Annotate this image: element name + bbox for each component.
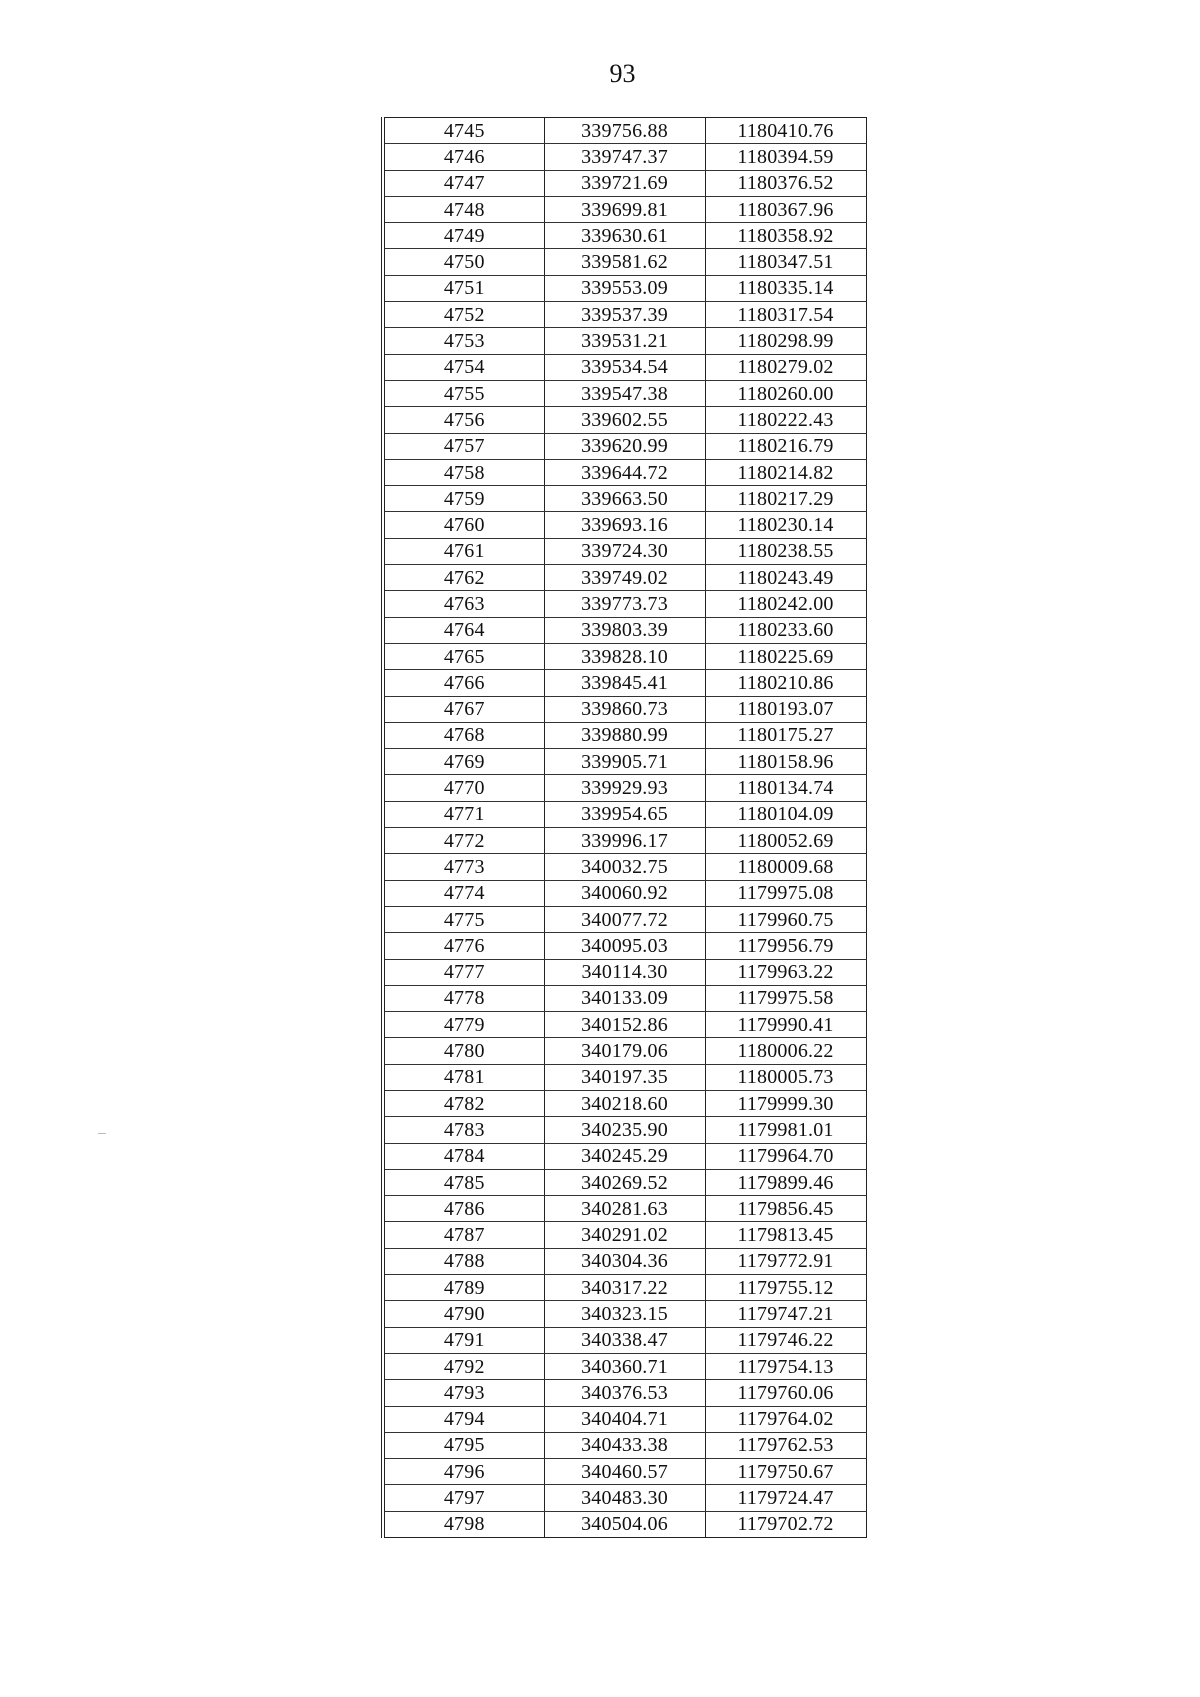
y-coordinate-cell: 1180335.14 [705,275,866,301]
x-coordinate-cell: 339620.99 [544,433,705,459]
table-row [383,223,866,249]
x-coordinate-cell: 340360.71 [544,1353,705,1379]
y-coordinate-cell: 1179754.13 [705,1353,866,1379]
table-row [383,1064,866,1090]
point-number-cell: 4787 [383,1222,544,1248]
y-coordinate-cell: 1179956.79 [705,933,866,959]
point-number-cell: 4759 [383,486,544,512]
x-coordinate-cell: 340376.53 [544,1380,705,1406]
point-number-cell: 4758 [383,459,544,485]
x-coordinate-cell: 340291.02 [544,1222,705,1248]
point-number-cell: 4780 [383,1038,544,1064]
point-number-cell: 4775 [383,906,544,932]
y-coordinate-cell: 1180217.29 [705,486,866,512]
y-coordinate-cell: 1180175.27 [705,722,866,748]
point-number-cell: 4751 [383,275,544,301]
y-coordinate-cell: 1180134.74 [705,775,866,801]
point-number-cell: 4790 [383,1301,544,1327]
y-coordinate-cell: 1179746.22 [705,1327,866,1353]
point-number-cell: 4793 [383,1380,544,1406]
table-row [383,538,866,564]
point-number-cell: 4783 [383,1117,544,1143]
x-coordinate-cell: 339537.39 [544,302,705,328]
y-coordinate-cell: 1180410.76 [705,118,866,144]
y-coordinate-cell: 1179747.21 [705,1301,866,1327]
table-row [383,459,866,485]
y-coordinate-cell: 1180260.00 [705,380,866,406]
x-coordinate-cell: 339929.93 [544,775,705,801]
table-row [383,433,866,459]
point-number-cell: 4784 [383,1143,544,1169]
table-row [383,1380,866,1406]
x-coordinate-cell: 340338.47 [544,1327,705,1353]
coordinate-table-body [383,118,866,1538]
page-number: 93 [609,59,636,88]
y-coordinate-cell: 1180222.43 [705,407,866,433]
x-coordinate-cell: 340460.57 [544,1459,705,1485]
y-coordinate-cell: 1180279.02 [705,354,866,380]
x-coordinate-cell: 340133.09 [544,985,705,1011]
table-row [383,959,866,985]
point-number-cell: 4779 [383,1012,544,1038]
point-number-cell: 4773 [383,854,544,880]
table-row [383,985,866,1011]
table-row [383,670,866,696]
table-row [383,1222,866,1248]
x-coordinate-cell: 340218.60 [544,1090,705,1116]
point-number-cell: 4786 [383,1196,544,1222]
x-coordinate-cell: 339534.54 [544,354,705,380]
table-row [383,144,866,170]
x-coordinate-cell: 339547.38 [544,380,705,406]
x-coordinate-cell: 340152.86 [544,1012,705,1038]
point-number-cell: 4777 [383,959,544,985]
table-row [383,1012,866,1038]
table-row [383,1301,866,1327]
x-coordinate-cell: 339663.50 [544,486,705,512]
point-number-cell: 4772 [383,828,544,854]
y-coordinate-cell: 1179964.70 [705,1143,866,1169]
table-row [383,275,866,301]
table-row [383,486,866,512]
y-coordinate-cell: 1180233.60 [705,617,866,643]
table-row [383,1432,866,1458]
point-number-cell: 4767 [383,696,544,722]
y-coordinate-cell: 1179755.12 [705,1275,866,1301]
x-coordinate-cell: 340114.30 [544,959,705,985]
table-row [383,933,866,959]
table-row [383,1406,866,1432]
y-coordinate-cell: 1180243.49 [705,565,866,591]
x-coordinate-cell: 339553.09 [544,275,705,301]
x-coordinate-cell: 339644.72 [544,459,705,485]
x-coordinate-cell: 340433.38 [544,1432,705,1458]
y-coordinate-cell: 1179975.08 [705,880,866,906]
table-row [383,801,866,827]
y-coordinate-cell: 1180394.59 [705,144,866,170]
point-number-cell: 4765 [383,643,544,669]
x-coordinate-cell: 339828.10 [544,643,705,669]
x-coordinate-cell: 340235.90 [544,1117,705,1143]
table-row [383,354,866,380]
y-coordinate-cell: 1180347.51 [705,249,866,275]
table-row [383,775,866,801]
table-row [383,591,866,617]
y-coordinate-cell: 1180358.92 [705,223,866,249]
point-number-cell: 4762 [383,565,544,591]
x-coordinate-cell: 339724.30 [544,538,705,564]
table-row [383,617,866,643]
x-coordinate-cell: 339699.81 [544,196,705,222]
y-coordinate-cell: 1179813.45 [705,1222,866,1248]
y-coordinate-cell: 1179963.22 [705,959,866,985]
y-coordinate-cell: 1180104.09 [705,801,866,827]
y-coordinate-cell: 1180009.68 [705,854,866,880]
point-number-cell: 4785 [383,1169,544,1195]
x-coordinate-cell: 340245.29 [544,1143,705,1169]
point-number-cell: 4748 [383,196,544,222]
point-number-cell: 4745 [383,118,544,144]
table-row [383,1327,866,1353]
y-coordinate-cell: 1179990.41 [705,1012,866,1038]
x-coordinate-cell: 339880.99 [544,722,705,748]
y-coordinate-cell: 1180230.14 [705,512,866,538]
point-number-cell: 4798 [383,1511,544,1537]
x-coordinate-cell: 339860.73 [544,696,705,722]
y-coordinate-cell: 1180216.79 [705,433,866,459]
table-row [383,643,866,669]
table-row [383,1511,866,1537]
y-coordinate-cell: 1180006.22 [705,1038,866,1064]
x-coordinate-cell: 339747.37 [544,144,705,170]
table-row [383,854,866,880]
y-coordinate-cell: 1180376.52 [705,170,866,196]
point-number-cell: 4749 [383,223,544,249]
y-coordinate-cell: 1180367.96 [705,196,866,222]
x-coordinate-cell: 340077.72 [544,906,705,932]
y-coordinate-cell: 1180210.86 [705,670,866,696]
point-number-cell: 4756 [383,407,544,433]
point-number-cell: 4753 [383,328,544,354]
x-coordinate-cell: 339803.39 [544,617,705,643]
x-coordinate-cell: 340179.06 [544,1038,705,1064]
table-row [383,1485,866,1511]
point-number-cell: 4794 [383,1406,544,1432]
point-number-cell: 4791 [383,1327,544,1353]
x-coordinate-cell: 340032.75 [544,854,705,880]
point-number-cell: 4752 [383,302,544,328]
point-number-cell: 4795 [383,1432,544,1458]
x-coordinate-cell: 339581.62 [544,249,705,275]
y-coordinate-cell: 1179764.02 [705,1406,866,1432]
x-coordinate-cell: 339693.16 [544,512,705,538]
y-coordinate-cell: 1179772.91 [705,1248,866,1274]
point-number-cell: 4763 [383,591,544,617]
point-number-cell: 4771 [383,801,544,827]
coordinate-table [381,117,867,1538]
table-row [383,1169,866,1195]
point-number-cell: 4770 [383,775,544,801]
x-coordinate-cell: 340504.06 [544,1511,705,1537]
y-coordinate-cell: 1180298.99 [705,328,866,354]
table-row [383,328,866,354]
point-number-cell: 4774 [383,880,544,906]
x-coordinate-cell: 339721.69 [544,170,705,196]
x-coordinate-cell: 339531.21 [544,328,705,354]
table-row [383,722,866,748]
x-coordinate-cell: 339749.02 [544,565,705,591]
x-coordinate-cell: 340269.52 [544,1169,705,1195]
table-row [383,880,866,906]
y-coordinate-cell: 1180225.69 [705,643,866,669]
x-coordinate-cell: 339845.41 [544,670,705,696]
point-number-cell: 4754 [383,354,544,380]
x-coordinate-cell: 339602.55 [544,407,705,433]
y-coordinate-cell: 1180052.69 [705,828,866,854]
x-coordinate-cell: 339630.61 [544,223,705,249]
y-coordinate-cell: 1179960.75 [705,906,866,932]
table-row [383,380,866,406]
y-coordinate-cell: 1179975.58 [705,985,866,1011]
point-number-cell: 4782 [383,1090,544,1116]
point-number-cell: 4746 [383,144,544,170]
x-coordinate-cell: 339905.71 [544,749,705,775]
point-number-cell: 4761 [383,538,544,564]
y-coordinate-cell: 1179999.30 [705,1090,866,1116]
y-coordinate-cell: 1180317.54 [705,302,866,328]
table-row [383,1117,866,1143]
x-coordinate-cell: 340095.03 [544,933,705,959]
y-coordinate-cell: 1179899.46 [705,1169,866,1195]
point-number-cell: 4760 [383,512,544,538]
y-coordinate-cell: 1179724.47 [705,1485,866,1511]
table-row [383,118,866,144]
table-row [383,565,866,591]
table-row [383,906,866,932]
y-coordinate-cell: 1180158.96 [705,749,866,775]
table-row [383,512,866,538]
point-number-cell: 4797 [383,1485,544,1511]
y-coordinate-cell: 1179762.53 [705,1432,866,1458]
y-coordinate-cell: 1180238.55 [705,538,866,564]
point-number-cell: 4757 [383,433,544,459]
point-number-cell: 4776 [383,933,544,959]
table-row [383,1143,866,1169]
x-coordinate-cell: 340304.36 [544,1248,705,1274]
point-number-cell: 4755 [383,380,544,406]
y-coordinate-cell: 1180214.82 [705,459,866,485]
table-row [383,249,866,275]
y-coordinate-cell: 1179702.72 [737,1513,834,1536]
table-row [383,1353,866,1379]
y-coordinate-cell: 1179981.01 [705,1117,866,1143]
point-number-cell: 4769 [383,749,544,775]
table-row [383,1248,866,1274]
x-coordinate-cell: 339756.88 [544,118,705,144]
point-number-cell: 4778 [383,985,544,1011]
point-number-cell: 4792 [383,1353,544,1379]
table-row [383,196,866,222]
point-number-cell: 4788 [383,1248,544,1274]
x-coordinate-cell: 340197.35 [544,1064,705,1090]
margin-mark [98,1133,106,1134]
table-row [383,170,866,196]
point-number-cell: 4766 [383,670,544,696]
x-coordinate-cell: 340060.92 [544,880,705,906]
x-coordinate-cell: 339954.65 [544,801,705,827]
table-row [383,749,866,775]
x-coordinate-cell: 340317.22 [544,1275,705,1301]
y-coordinate-cell: 1180193.07 [705,696,866,722]
y-coordinate-cell: 1179760.06 [705,1380,866,1406]
point-number-cell: 4796 [383,1459,544,1485]
table-row [383,1090,866,1116]
point-number-cell: 4764 [383,617,544,643]
table-row [383,407,866,433]
y-coordinate-cell: 1179856.45 [705,1196,866,1222]
x-coordinate-cell: 339773.73 [544,591,705,617]
x-coordinate-cell: 340323.15 [544,1301,705,1327]
point-number-cell: 4747 [383,170,544,196]
x-coordinate-cell: 340404.71 [544,1406,705,1432]
x-coordinate-cell: 340483.30 [544,1485,705,1511]
table-row [383,1275,866,1301]
y-coordinate-cell: 1180242.00 [705,591,866,617]
y-coordinate-cell: 1179750.67 [705,1459,866,1485]
table-row [383,1038,866,1064]
table-row [383,696,866,722]
y-coordinate-cell: 1180005.73 [705,1064,866,1090]
point-number-cell: 4781 [383,1064,544,1090]
point-number-cell: 4750 [383,249,544,275]
table-row [383,1459,866,1485]
x-coordinate-cell: 340281.63 [544,1196,705,1222]
table-row [383,828,866,854]
point-number-cell: 4768 [383,722,544,748]
point-number-cell: 4789 [383,1275,544,1301]
table-row [383,1196,866,1222]
x-coordinate-cell: 339996.17 [544,828,705,854]
table-row [383,302,866,328]
